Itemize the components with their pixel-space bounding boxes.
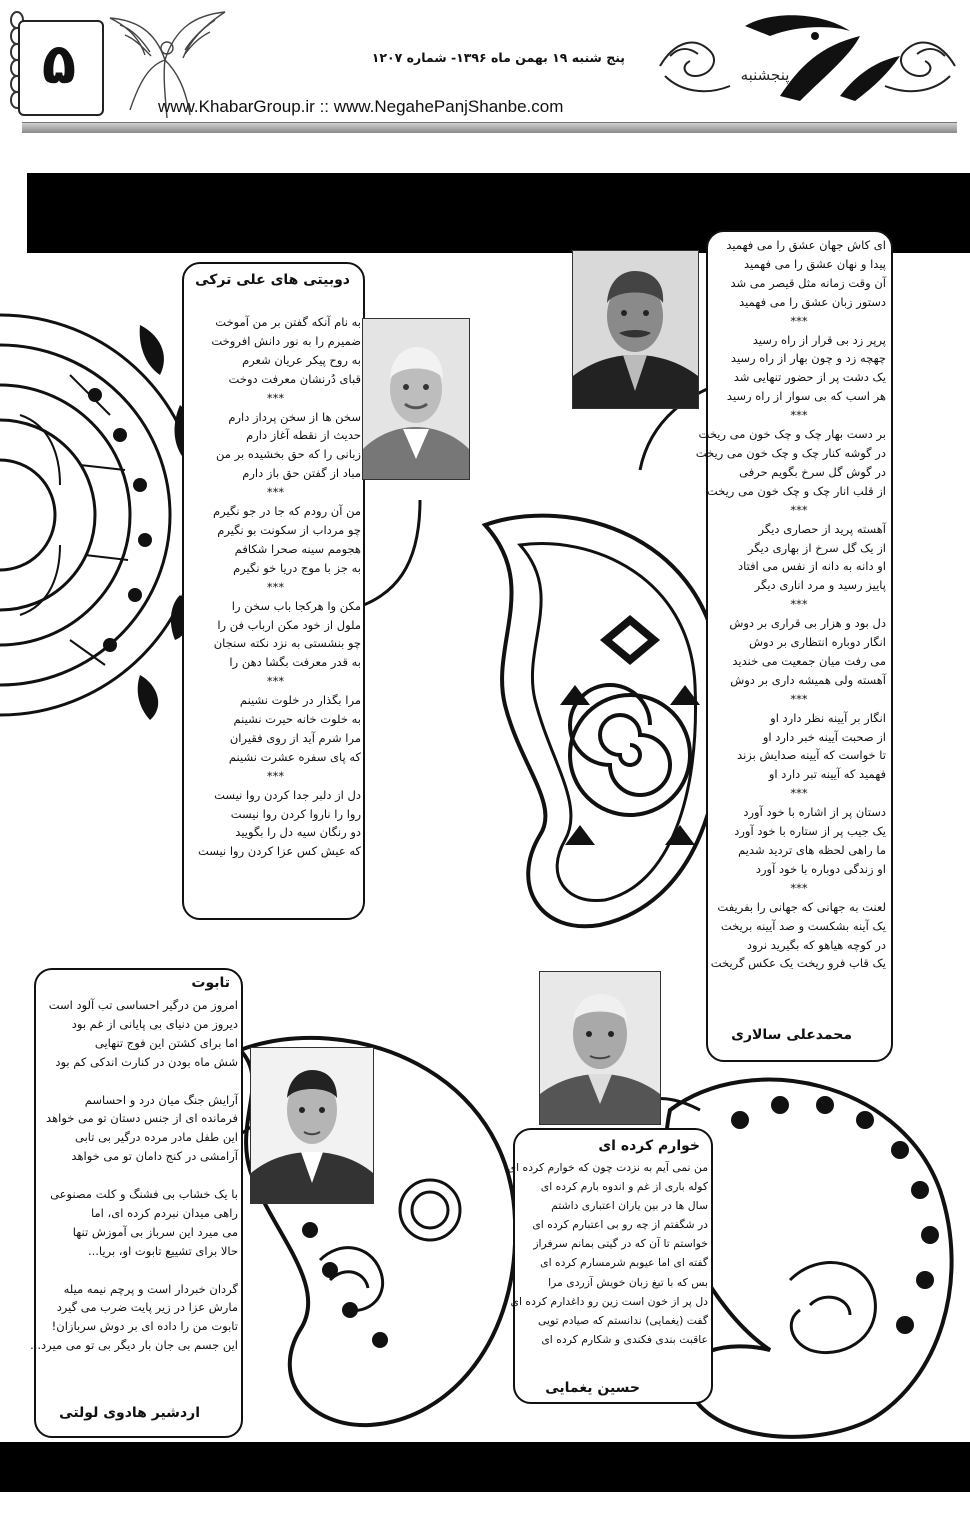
poem-line: انگار بر آیینه نظر دارد او	[770, 710, 886, 725]
poem-line: چو بنشستی به نزد نکته سنجان	[213, 636, 361, 651]
poem-line: ما راهی لحظه های تردید شدیم	[738, 843, 886, 857]
poem-line: آهسته ولی همیشه داری بر دوش	[730, 672, 886, 687]
poem-line: گفته ای اما عیوبم شرمسارم کرده ای	[540, 1256, 708, 1270]
poem-line: آن وقت زمانه مثل قیصر می شد	[730, 275, 886, 290]
poem-line: می رفت میان جمعیت می خندید	[732, 653, 886, 668]
poem-line: یک قاب فرو ریخت یک عکس گریخت	[710, 956, 886, 971]
poem-line: از صحبت آیینه خبر دارد او	[762, 729, 886, 744]
stanza-separator: ***	[266, 674, 285, 689]
poem-line: هر اسب که بی سوار از راه رسید	[726, 389, 886, 404]
poem-line: یک جیب پر از ستاره با خود آورد	[734, 824, 886, 839]
poem-title-torki: دوبیتی های علی ترکی	[195, 272, 350, 288]
issue-date-line: پنج شنبه ۱۹ بهمن ماه ۱۳۹۶- شماره ۱۲۰۷	[371, 50, 625, 65]
poem-line: دستور زبان عشق را می فهمید	[739, 294, 886, 309]
poem-line: کوله باری از غم و اندوه بارم کرده ای	[540, 1180, 708, 1194]
poem-line: ای کاش جهان عشق را می فهمید	[726, 238, 886, 252]
poem-line: دو رنگان سیه دل را بگویید	[235, 825, 361, 840]
poem-line: دل پر از خون است زین رو داغدارم کرده ای	[510, 1294, 708, 1308]
poem-line: مباد از گفتن حق باز دارم	[242, 466, 361, 481]
poem-line: در شگفتم از چه رو بی اعتبارم کرده ای	[532, 1218, 708, 1232]
poem-line: دستان پر از اشاره با خود آورد	[743, 805, 886, 820]
poem-line: که عیش کس عزا کردن روا نیست	[197, 844, 361, 859]
stanza-separator: ***	[266, 390, 285, 405]
poem-line: بس که با تیغ زبان خویش آزردی مرا	[548, 1275, 708, 1289]
stanza-separator: ***	[790, 502, 808, 517]
stanza-gap	[40, 1072, 238, 1091]
stanza-separator: ***	[790, 691, 808, 706]
poem-lines-yaghmaei	[507, 1158, 708, 1349]
poem-line: گفت (یغمایی) ندانستم که صیادم تویی	[537, 1313, 708, 1327]
poem-line: یک آینه بشکست و صد آیینه بریخت	[720, 918, 886, 933]
poem-lines-salari	[695, 236, 886, 973]
poem-lines-loti	[30, 996, 238, 1355]
poem-line: به خلوت خانه حیرت نشینم	[233, 712, 361, 727]
poem-line: تا خواست که آیینه صدایش بزند	[737, 748, 886, 763]
stanza-separator: ***	[266, 579, 285, 594]
poem-line: او زندگی دوباره با خود آورد	[755, 861, 886, 876]
poem-line: از قلب انار چک و چک خون می ریخت	[706, 483, 886, 498]
portrait-yaghmaei	[539, 971, 661, 1125]
stanza-separator: ***	[790, 597, 808, 612]
poem-line: ضمیرم را به نور دانش افروخت	[211, 333, 361, 348]
poem-line: بر دست بهار چک و چک خون می ریخت	[698, 427, 886, 442]
header-rule	[22, 122, 957, 133]
poem-line: به جز با موج دریا خو نگیرم	[233, 560, 361, 575]
poem-title-yaghmaei: خوارم کرده ای	[598, 1138, 700, 1154]
poem-lines-torki	[190, 313, 361, 861]
stanza-separator: ***	[790, 880, 808, 895]
poem-line: پاییز رسید و مرد اناری دیگر	[754, 578, 886, 593]
poem-line: ملول از خود مکن ارباب فن را	[217, 617, 361, 632]
portrait-loti	[250, 1047, 374, 1204]
poem-line: زبانی را که حق بخشیده بر من	[216, 447, 361, 462]
poem-line: یک دشت پر از حضور تنهایی شد	[733, 370, 886, 385]
portrait-salari	[572, 250, 699, 409]
poem-line: اما برای کشتن این فوج تنهایی	[94, 1035, 238, 1050]
poem-line: امروز من درگیر احساسی تب آلود است	[48, 998, 238, 1012]
poem-line: آهسته پرید از حصاری دیگر	[758, 521, 886, 536]
poem-line: من آن رودم که جا در جو نگیرم	[213, 504, 361, 519]
poem-line: روا را ناروا کردن روا نیست	[230, 806, 361, 821]
poem-line: که پای سفره عشرت نشینم	[228, 749, 361, 764]
poem-line: عاقبت بندی فکندی و شکارم کرده ای	[541, 1332, 708, 1346]
newspaper-logo	[650, 6, 965, 114]
poem-line: سخن ها از سخن پرداز دارم	[228, 409, 361, 424]
poem-line: سال ها در بین یاران اعتباری داشتم	[551, 1199, 708, 1213]
poem-line: آرامشی در کنج دامان تو می خواهد	[71, 1149, 238, 1164]
poem-line: هجومم سینه صحرا شکافم	[234, 541, 361, 556]
poem-line: مارش عزا در زیر پایت ضرب می گیرد	[56, 1300, 238, 1315]
portrait-torki	[362, 318, 470, 480]
poem-line: دیروز من دنیای بی پایانی از غم بود	[71, 1016, 238, 1031]
poem-line: در گوش گل سرخ بگویم حرفی	[739, 464, 886, 479]
poem-line: حالا برای تشییع تابوت او، بریا...	[87, 1243, 238, 1258]
poem-line: در گوشه کنار چک و چک خون می ریخت	[695, 445, 886, 460]
poem-line: به قدر معرفت بگشا دهن را	[229, 655, 361, 670]
poem-line: فرمانده ای از جنس دستان تو می خواهد	[46, 1111, 238, 1126]
stanza-gap	[40, 1166, 238, 1185]
poem-line: با یک خشاب بی فشنگ و کلت مصنوعی	[50, 1187, 238, 1202]
poem-line: تابوت من را داده ای بر دوش سربازان!	[51, 1319, 238, 1334]
poem-line: دل بود و هزار بی قراری بر دوش	[729, 616, 886, 631]
poem-line: پرپر زد بی قرار از راه رسید	[752, 332, 886, 347]
poem-line: می میرد این سرباز بی آموزش تنها	[72, 1224, 238, 1239]
poem-author-salari: محمدعلی سالاری	[731, 1027, 852, 1043]
poem-line: فهمید که آیینه تبر دارد او	[768, 767, 886, 782]
bottom-banner	[0, 1442, 970, 1492]
poem-line: انگار دوباره انتظاری بر دوش	[748, 635, 886, 650]
masthead-weekday: پنجشنبه	[740, 66, 790, 84]
poem-author-loti: اردشیر هادوی لولتی	[59, 1405, 200, 1421]
poem-line: شش ماه بودن در کنارت اندکی کم بود	[55, 1054, 238, 1069]
poem-line: او دانه به دانه از نفس می افتاد	[737, 559, 886, 574]
stanza-separator: ***	[790, 786, 808, 801]
stanza-separator: ***	[266, 485, 285, 500]
poem-line: از یک گل سرخ از بهاری دیگر	[747, 540, 886, 555]
poem-line: لعنت به جهانی که جهانی را بفریفت	[717, 899, 886, 914]
stanza-gap	[40, 1261, 238, 1280]
poem-line: در کوچه هیاهو که بگیرید نرود	[746, 937, 886, 952]
poem-line: من نمی آیم به نزدت چون که خوارم کرده ای	[507, 1161, 708, 1174]
poem-line: مرا بگذار در خلوت نشینم	[239, 693, 361, 708]
website-urls[interactable]: www.KhabarGroup.ir :: www.NegahePanjShanbe.com	[158, 97, 564, 116]
page-number: ۵	[41, 32, 77, 97]
poem-line: به روح پیکر عریان شعرم	[242, 352, 361, 367]
poem-line: دل از دلبر جدا کردن روا نیست	[214, 787, 361, 802]
poem-line: مرا شرم آید از روی فقیران	[229, 730, 361, 745]
poem-line: راهی میدان نبردم کرده ای، اما	[91, 1205, 238, 1220]
poem-title-loti: تابوت	[191, 975, 230, 991]
mandala-ornament	[0, 255, 210, 775]
poem-line: این طفل مادر مرده درگیر بی تابی	[75, 1130, 238, 1145]
paisley-ornament	[480, 505, 730, 935]
poem-line: قبای دُرنشان معرفت دوخت	[228, 371, 361, 386]
poem-line: چو مرداب از سکونت بو نگیرم	[217, 522, 361, 537]
poem-author-yaghmaei: حسین یغمایی	[545, 1380, 640, 1396]
poem-line: پیدا و نهان عشق را می فهمید	[744, 256, 886, 271]
poem-line: به نام آنکه گفتن بر من آموخت	[215, 315, 361, 329]
poem-line: چهچه زد و چون بهار از راه رسید	[730, 351, 886, 366]
poem-line: آرایش جنگ میان درد و احساسم	[84, 1092, 238, 1107]
stanza-separator: ***	[266, 768, 285, 783]
poem-line: خواستم تا آن که در گیتی بمانم سرفراز	[533, 1237, 708, 1251]
poem-line: مکن وا هرکجا باب سخن را	[231, 598, 361, 613]
poem-line: حدیث از نقطه آغاز دارم	[246, 428, 361, 443]
poem-line: گردان خبردار است و پرچم نیمه میله	[63, 1281, 238, 1296]
stanza-separator: ***	[790, 408, 808, 423]
stanza-separator: ***	[790, 313, 808, 328]
poem-line: این جسم بی جان بار دیگر بی تو می میرد...	[30, 1338, 238, 1353]
